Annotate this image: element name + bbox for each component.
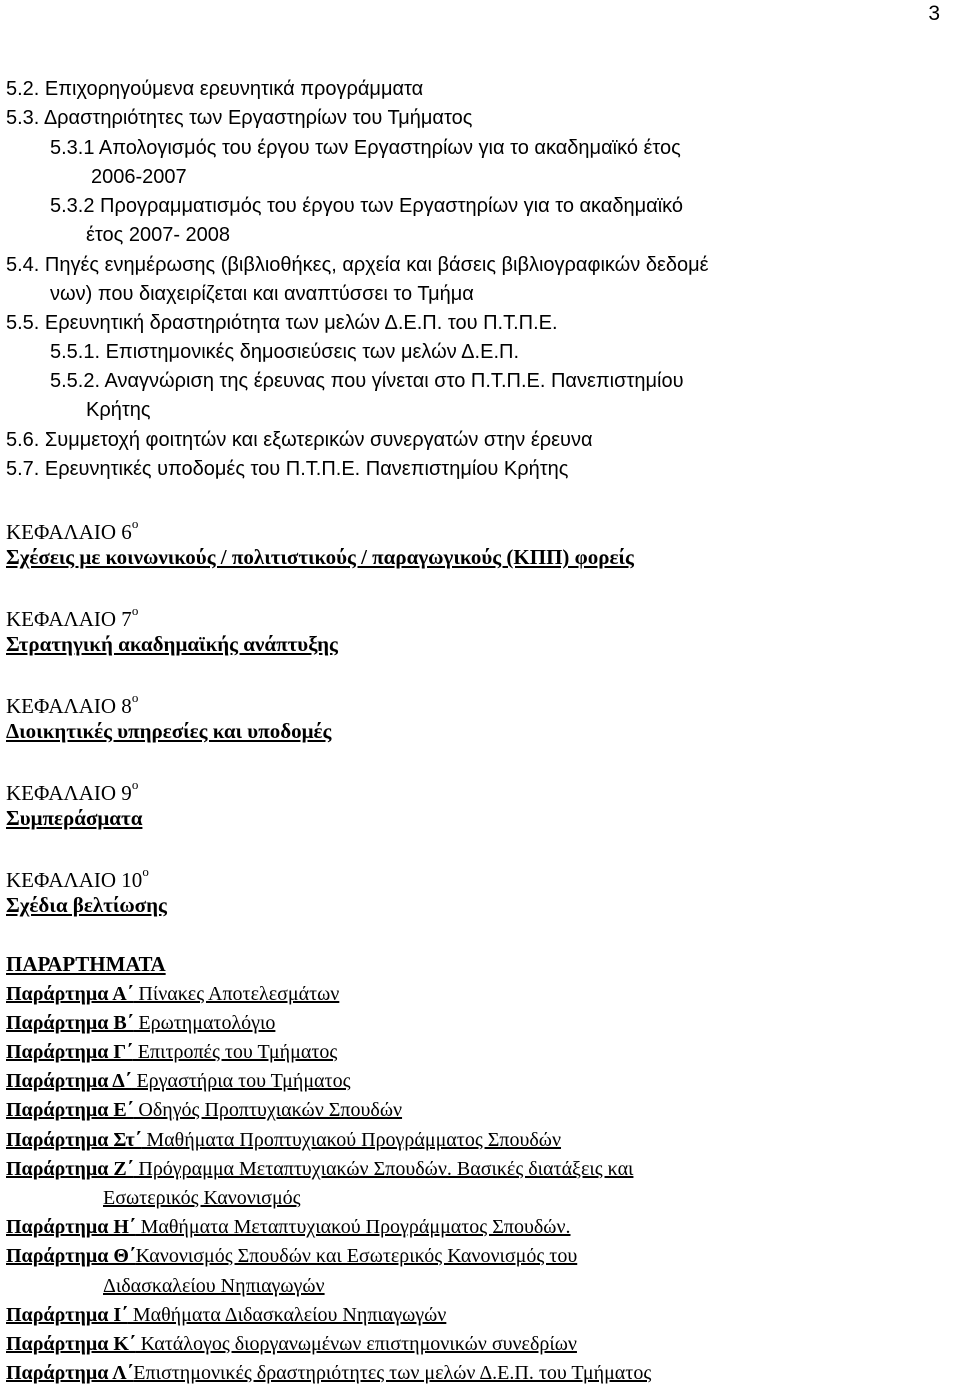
page-number: 3 <box>928 2 940 25</box>
toc-entry-5-2: 5.2. Επιχορηγούμενα ερευνητικά προγράμματα <box>6 78 424 100</box>
toc-entry-5-5-2-cont: Κρήτης <box>86 399 151 421</box>
appendix-item: Παράρτημα Ε΄ Οδηγός Προπτυχιακών Σπουδών <box>6 1099 403 1121</box>
toc-entry-5-6: 5.6. Συμμετοχή φοιτητών και εξωτερικών συνεργατών στην έρευνα <box>6 429 593 451</box>
appendix-item: Παράρτημα Θ΄Κανονισμός Σπουδών και Εσωτερικός Κανονισμός του <box>6 1245 578 1267</box>
appendix-item: Παράρτημα Κ΄ Κατάλογος διοργανωμένων επιστημονικών συνεδρίων <box>6 1333 577 1355</box>
appendix-item: Παράρτημα Ζ΄ Πρόγραμμα Μεταπτυχιακών Σπουδών. Βασικές διατάξεις και <box>6 1158 634 1180</box>
chapter-heading: ΚΕΦΑΛΑΙΟ $7^o$ <box>6 603 139 631</box>
chapter-title: Σχέδια βελτίωσης <box>6 893 167 917</box>
appendix-item: Παράρτημα Δ΄ Εργαστήρια του Τμήματος <box>6 1070 351 1092</box>
appendix-item: Παράρτημα Β΄ Ερωτηματολόγιο <box>6 1012 276 1034</box>
appendix-item: Παράρτημα Ι΄ Μαθήματα Διδασκαλείου Νηπιαγωγών <box>6 1304 447 1326</box>
toc-entry-5-3-2: 5.3.2 Προγραμματισμός του έργου των Εργαστηρίων για το ακαδημαϊκό <box>50 195 684 217</box>
appendix-item-cont: Διδασκαλείου Νηπιαγωγών <box>103 1275 325 1297</box>
appendix-item: Παράρτημα Η΄ Μαθήματα Μεταπτυχιακού Προγράμματος Σπουδών. <box>6 1216 571 1238</box>
appendix-item-cont: Εσωτερικός Κανονισμός <box>103 1187 301 1209</box>
toc-entry-5-3-1: 5.3.1 Απολογισμός του έργου των Εργαστηρίων για το ακαδημαϊκό έτος <box>50 137 681 159</box>
chapter-title: Στρατηγική ακαδημαϊκής ανάπτυξης <box>6 632 338 656</box>
toc-entry-5-5-1: 5.5.1. Επιστημονικές δημοσιεύσεις των μελών Δ.Ε.Π. <box>50 341 519 363</box>
chapter-heading: ΚΕΦΑΛΑΙΟ $10^o$ <box>6 864 149 892</box>
toc-entry-5-7: 5.7. Ερευνητικές υποδομές του Π.Τ.Π.Ε. Πανεπιστημίου Κρήτης <box>6 458 569 480</box>
appendix-item: Παράρτημα Λ΄Επιστημονικές δραστηριότητες των μελών Δ.Ε.Π. του Τμήματος <box>6 1362 652 1384</box>
chapter-title: Συμπεράσματα <box>6 806 143 830</box>
toc-entry-5-3: 5.3. Δραστηριότητες των Εργαστηρίων του Τμήματος <box>6 107 473 129</box>
appendices-title: ΠΑΡΑΡΤΗΜΑΤΑ <box>6 952 166 976</box>
chapter-heading: ΚΕΦΑΛΑΙΟ $8^o$ <box>6 690 139 718</box>
toc-entry-5-3-1-cont: 2006-2007 <box>91 166 187 188</box>
appendix-item: Παράρτημα Γ΄ Επιτροπές του Τμήματος <box>6 1041 338 1063</box>
chapter-heading: ΚΕΦΑΛΑΙΟ $9^o$ <box>6 777 139 805</box>
toc-entry-5-4-cont: νων) που διαχειρίζεται και αναπτύσσει το Τμήμα <box>50 283 474 305</box>
chapter-heading: ΚΕΦΑΛΑΙΟ $6^o$ <box>6 516 139 544</box>
toc-entry-5-4: 5.4. Πηγές ενημέρωσης (βιβλιοθήκες, αρχεία και βάσεις βιβλιογραφικών δεδομέ <box>6 254 709 276</box>
appendix-item: Παράρτημα Στ΄ Μαθήματα Προπτυχιακού Προγράμματος Σπουδών <box>6 1129 562 1151</box>
toc-entry-5-3-2-cont: έτος 2007- 2008 <box>86 224 231 246</box>
appendix-item: Παράρτημα Α΄ Πίνακες Αποτελεσμάτων <box>6 983 340 1005</box>
chapter-title: Σχέσεις με κοινωνικούς / πολιτιστικούς / παραγωγικούς (ΚΠΠ) φορείς <box>6 545 634 569</box>
toc-entry-5-5: 5.5. Ερευνητική δραστηριότητα των μελών Δ.Ε.Π. του Π.Τ.Π.Ε. <box>6 312 558 334</box>
toc-entry-5-5-2: 5.5.2. Αναγνώριση της έρευνας που γίνεται στο Π.Τ.Π.Ε. Πανεπιστημίου <box>50 370 684 392</box>
chapter-title: Διοικητικές υπηρεσίες και υποδομές <box>6 719 332 743</box>
